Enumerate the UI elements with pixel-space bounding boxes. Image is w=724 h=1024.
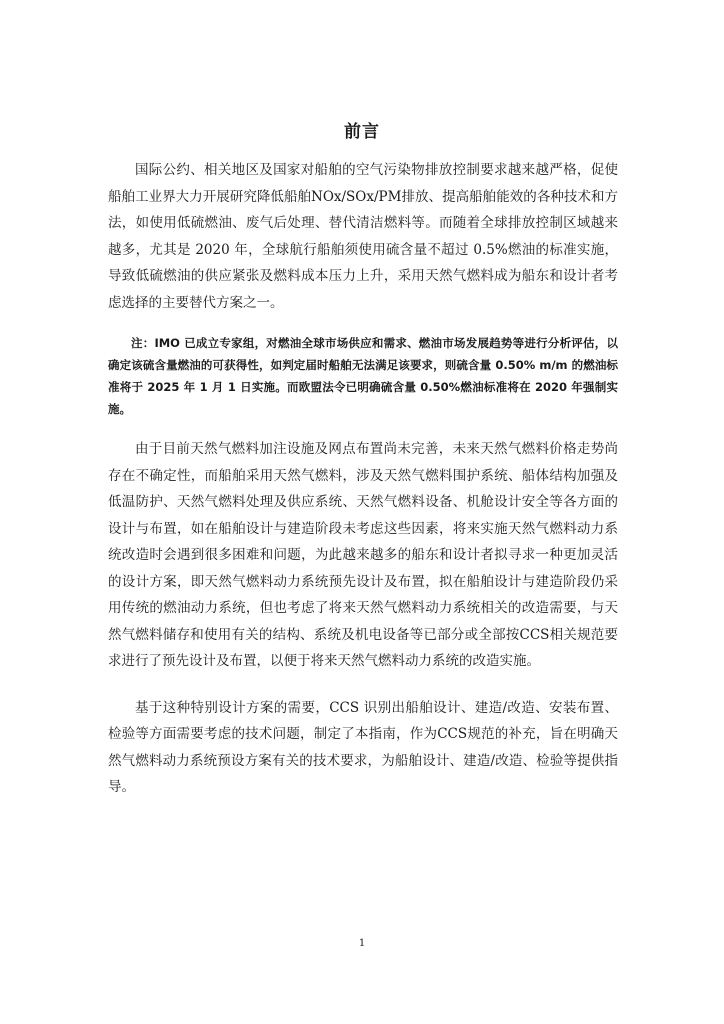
note-imo-sulphur-cap: 注：IMO 已成立专家组，对燃油全球市场供应和需求、燃油市场发展趋势等进行分析评估，以确定该硫含量燃油的可获得性，如判定届时船舶无法满足该要求，则硫含量 0.50% m/m 的燃油标准将于 2025 年 1 月 1 日实施。而欧盟法令已明确硫含量 0.50%燃油标准将在 2020 年强制实施。 — [108, 336, 618, 416]
paragraph-lng-ready-design: 由于目前天然气燃料加注设施及网点布置尚未完善，未来天然气燃料价格走势尚存在不确定性，而船舶采用天然气燃料，涉及天然气燃料围护系统、船体结构加强及低温防护、天然气燃料处理及供应系统、天然气燃料设备、机舱设计安全等各方面的设计与布置，如在船舶设计与建造阶段未考虑这些因素，将来实施天然气燃料动力系统改造时会遇到很多困难和问题，为此越来越多的船东和设计者拟寻求一种更加灵活的设计方案，即天然气燃料动力系统预先设计及布置，拟在船舶设计与建造阶段仍采用传统的燃油动力系统，但也考虑了将来天然气燃料动力系统相关的改造需要，与天然气燃料储存和使用有关的结构、系统及机电设备等已部分或全部按CCS相关规范要求进行了预先设计及布置，以便于将来天然气燃料动力系统的改造实施。 — [108, 441, 618, 669]
page-content — [108, 157, 618, 821]
paragraph-emission-regulations: 国际公约、相关地区及国家对船舶的空气污染物排放控制要求越来越严格，促使船舶工业界大力开展研究降低船舶NOx/SOx/PM排放、提高船舶能效的各种技术和方法，如使用低硫燃油、废气后处理、替代清洁燃料等。而随着全球排放控制区域越来越多，尤其是 2020 年，全球航行船舶须使用硫含量不超过 0.5%燃油的标准实施，导致低硫燃油的供应紧张及燃料成本压力上升，采用天然气燃料成为船东和设计者考虑选择的主要替代方案之一。 — [108, 162, 618, 311]
page-title: 前言 — [344, 122, 380, 142]
paragraph-guideline-purpose: 基于这种特别设计方案的需要，CCS 识别出船舶设计、建造/改造、安装布置、检验等方面需要考虑的技术问题，制定了本指南，作为CCS规范的补充，旨在明确天然气燃料动力系统预设方案有关的技术要求，为船舶设计、建造/改造、检验等提供指导。 — [108, 699, 618, 795]
page-number: 1 — [358, 938, 366, 949]
